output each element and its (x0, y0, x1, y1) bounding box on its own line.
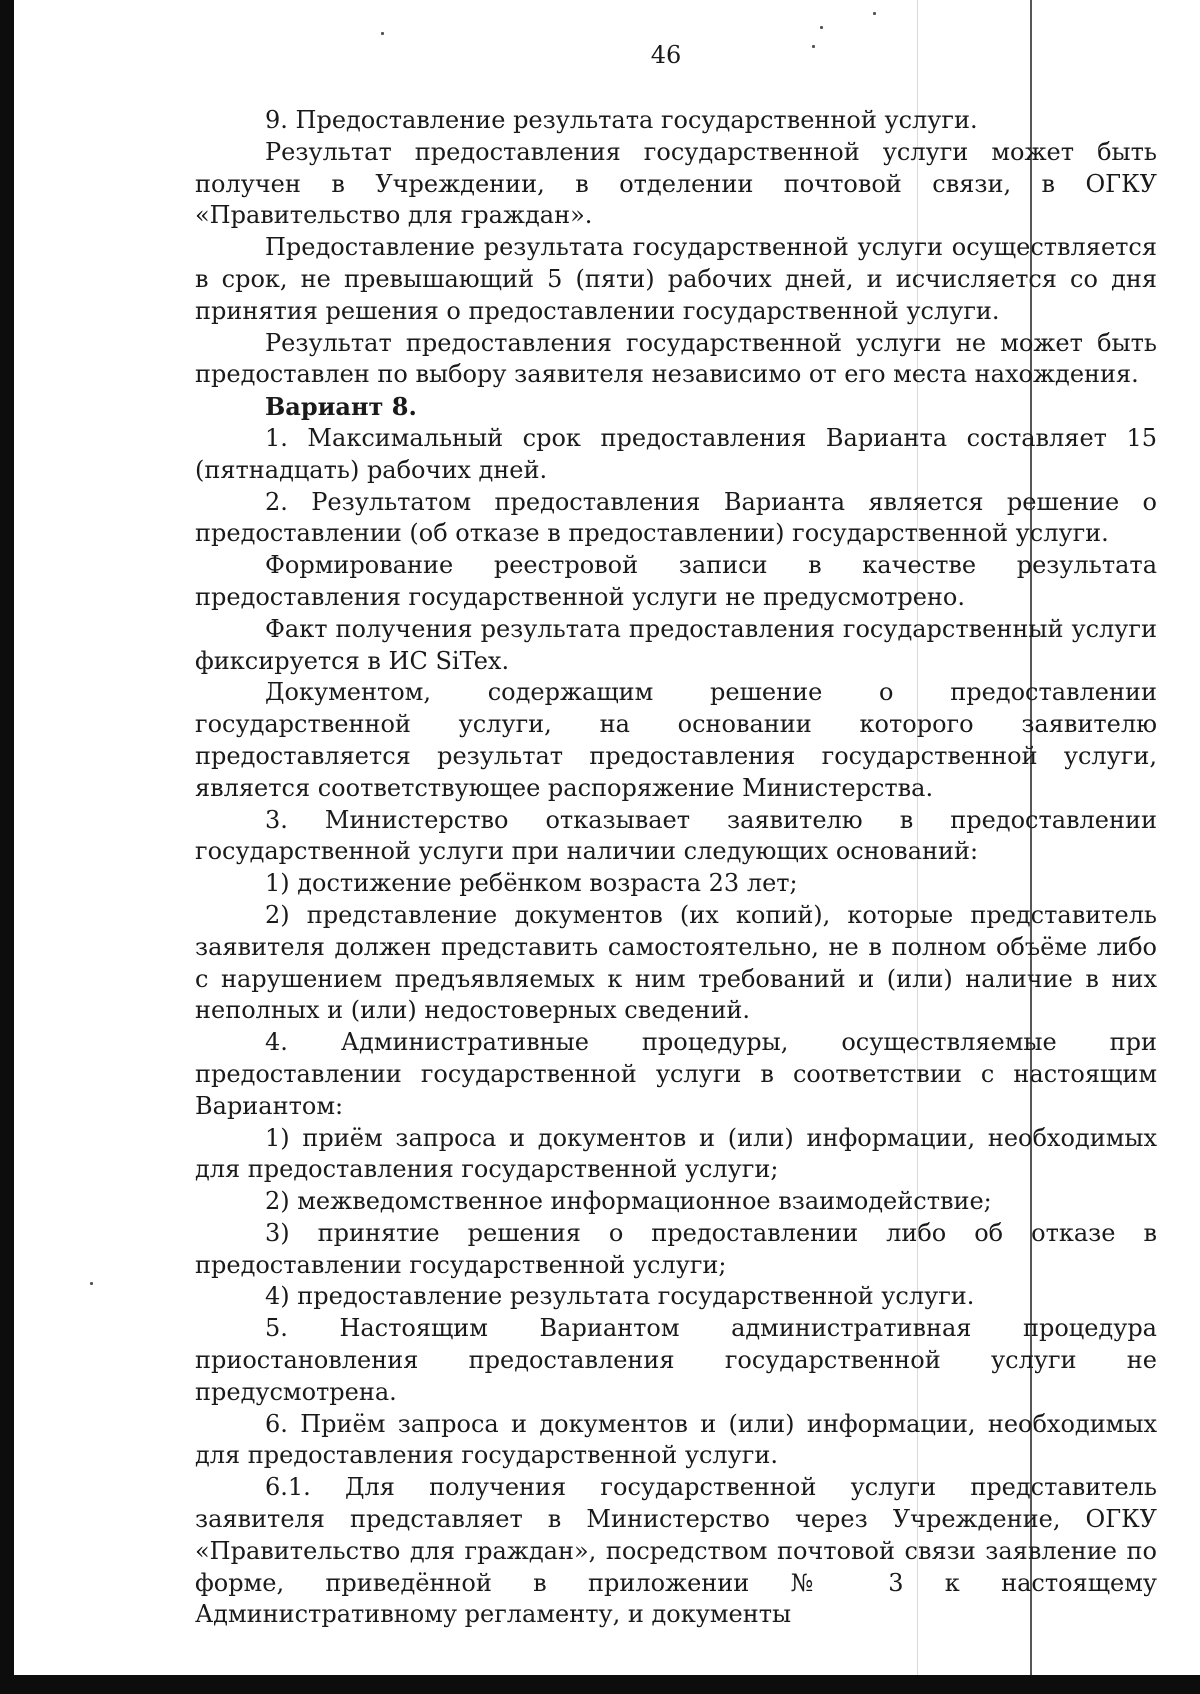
scan-left-edge (0, 0, 14, 1680)
paragraph: Предоставление результата государственной услуги осуществляется в срок, не превышающий 5 (пяти) рабочих дней, и исчисляется со дня принятия решения о предоставлении государственной услуги. (195, 233, 1157, 325)
scan-speck (820, 26, 823, 29)
scan-bottom-edge (0, 1675, 1200, 1694)
paragraph: Факт получения результата предоставления государственный услуги фиксируется в ИС SiTex. (195, 614, 1157, 675)
paragraph: 1. Максимальный срок предоставления Варианта составляет 15 (пятнадцать) рабочих дней. (195, 423, 1157, 484)
list-item: 1) достижение ребёнком возраста 23 лет; (265, 869, 798, 898)
paragraph: 3. Министерство отказывает заявителю в предоставлении государственной услуги при наличии следующих оснований: (195, 805, 1157, 866)
paragraph: 2. Результатом предоставления Варианта является решение о предоставлении (об отказе в предоставлении) государственной услуги. (195, 487, 1157, 548)
paragraph: 5. Настоящим Вариантом административная процедура приостановления предоставления государственной услуги не предусмотрена. (195, 1314, 1157, 1406)
paragraph: 6.1. Для получения государственной услуги представитель заявителя представляет в Министерство через Учреждение, ОГКУ «Правительство для граждан», посредством почтовой связи заявление по форме, приведённой в приложении № 3 к настоящему Административному регламенту, и документы (195, 1473, 1157, 1629)
paragraph: Результат предоставления государственной услуги может быть получен в Учреждении, в отделении почтовой связи, в ОГКУ «Правительство для граждан». (195, 137, 1157, 230)
page-number: 46 (650, 41, 682, 69)
paragraph: Результат предоставления государственной услуги не может быть предоставлен по выбору заявителя независимо от его места нахождения. (195, 328, 1157, 389)
list-item: 4) предоставление результата государственной услуги. (265, 1282, 975, 1311)
paragraph: 4. Административные процедуры, осуществляемые при предоставлении государственной услуги в соответствии с настоящим Вариантом: (195, 1028, 1157, 1120)
section-heading: Вариант 8. (265, 392, 417, 422)
paragraph: Формирование реестровой записи в качестве результата предоставления государственной услуги не предусмотрено. (195, 551, 1157, 611)
scan-speck (873, 12, 876, 15)
paragraph: 6. Приём запроса и документов и (или) информации, необходимых для предоставления государственной услуги. (195, 1409, 1157, 1470)
paragraph: 9. Предоставление результата государственной услуги. (265, 106, 978, 134)
scan-speck (90, 1282, 93, 1285)
list-item: 2) представление документов (их копий), которые представитель заявителя должен представить самостоятельно, не в полном объёме либо с нарушением предъявляемых к ним требований и (или) наличие в них неполных и (или) недостоверных сведений. (195, 900, 1157, 1025)
paragraph: Документом, содержащим решение о предоставлении государственной услуги, на основании которого заявителю предоставляется результат предоставления государственной услуги, является соответствующее распоряжение Министерства. (195, 678, 1157, 802)
list-item: 3) принятие решения о предоставлении либо об отказе в предоставлении государственной услуги; (195, 1218, 1157, 1279)
document-body (195, 105, 1157, 1631)
list-item: 1) приём запроса и документов и (или) информации, необходимых для предоставления государственной услуги; (195, 1123, 1157, 1184)
list-item: 2) межведомственное информационное взаимодействие; (265, 1187, 992, 1216)
scan-speck (381, 32, 384, 35)
